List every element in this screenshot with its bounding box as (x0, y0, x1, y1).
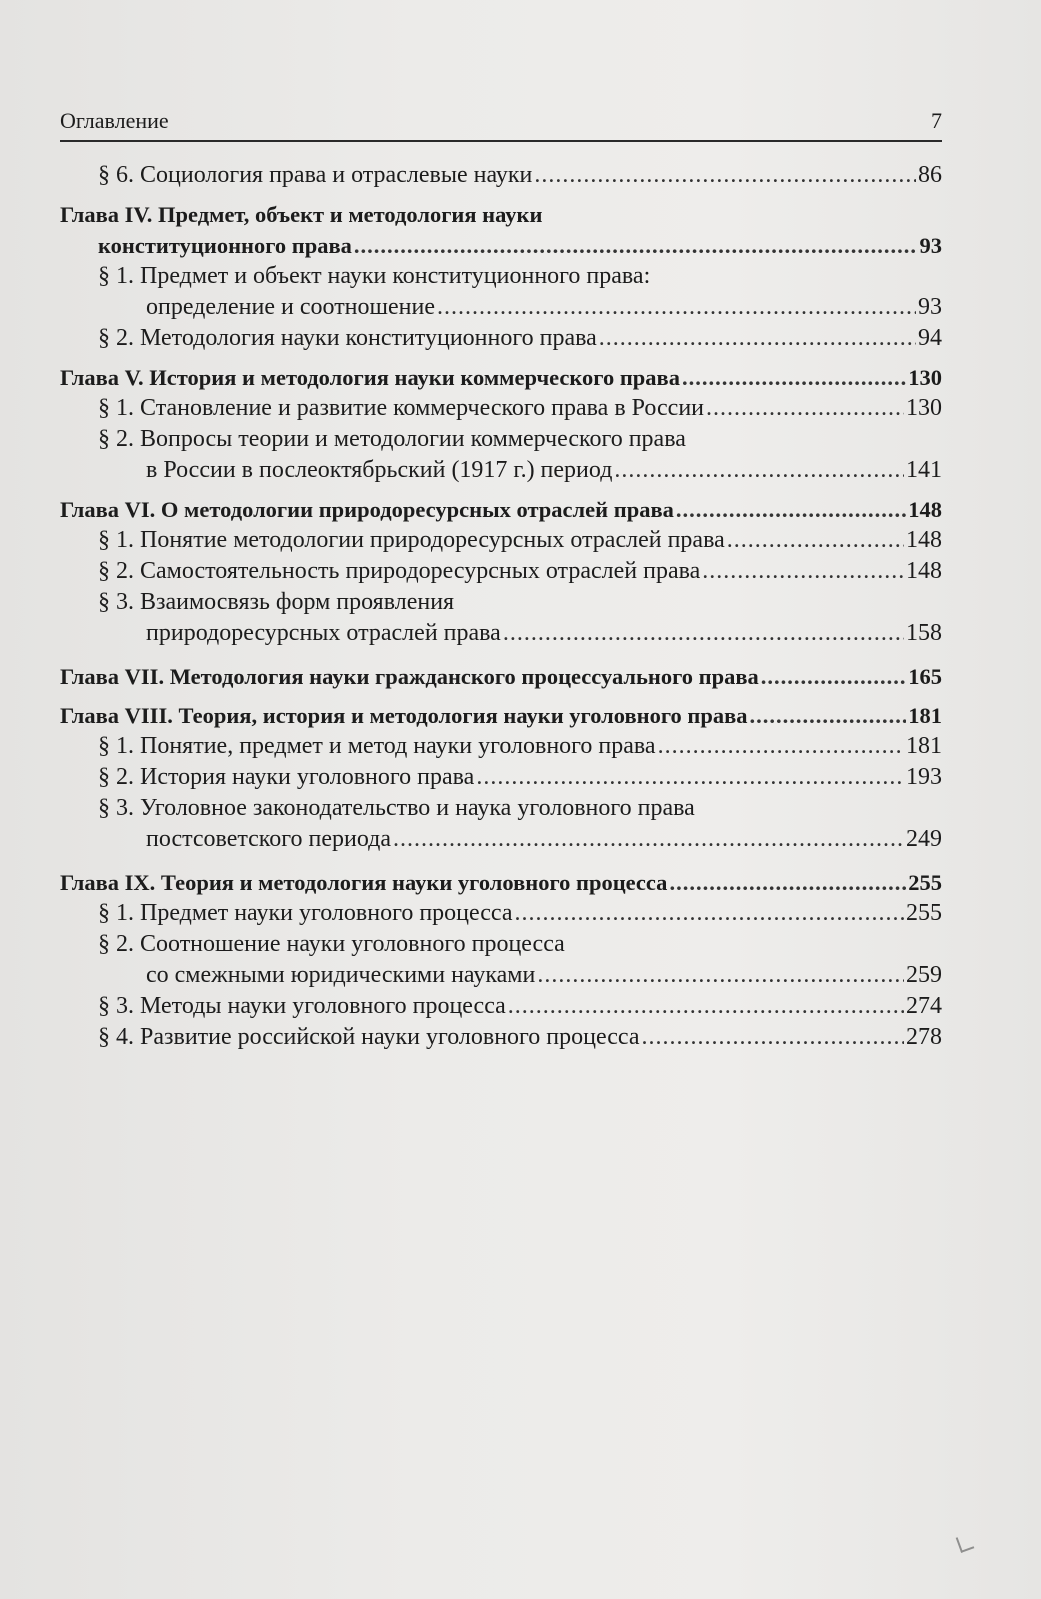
toc-entry-title: Глава V. История и методология науки коммерческого права (60, 365, 680, 390)
toc-page-number: 249 (906, 826, 942, 852)
toc-page-number: 158 (906, 620, 942, 646)
toc-entry-title: конституционного права (98, 233, 352, 258)
toc-page-number: 141 (906, 457, 942, 483)
toc-dot-leader (503, 618, 904, 649)
toc-section-entry[interactable] (60, 929, 942, 991)
toc-page-number: 130 (906, 395, 942, 421)
toc-dot-leader (354, 230, 918, 261)
toc-page-number: 255 (906, 900, 942, 926)
toc-page-number: 86 (918, 162, 942, 188)
toc-dot-leader (437, 292, 916, 323)
toc-dot-leader (515, 898, 904, 929)
toc-entry-title: § 3. Методы науки уголовного процесса (98, 993, 506, 1019)
toc-dot-leader (393, 824, 904, 855)
toc-page-number: 193 (906, 764, 942, 790)
toc-section-entry[interactable] (60, 1022, 942, 1053)
toc-entry-title: Глава VI. О методологии природоресурсных отраслей права (60, 497, 674, 522)
toc-page-number: 181 (906, 733, 942, 759)
toc-chapter-entry[interactable] (60, 700, 942, 731)
toc-dot-leader (537, 960, 904, 991)
toc-section-entry[interactable] (60, 556, 942, 587)
toc-section-entry[interactable] (60, 525, 942, 556)
toc-section-entry[interactable] (60, 424, 942, 486)
toc-entry-title: § 4. Развитие российской науки уголовного процесса (98, 1024, 640, 1050)
toc-page-number: 93 (919, 233, 942, 258)
toc-page-number: 93 (918, 294, 942, 320)
toc-page-number: 148 (908, 497, 942, 522)
table-of-contents (60, 160, 942, 1053)
toc-entry-title: § 3. Взаимосвязь форм проявления (98, 589, 455, 615)
toc-entry-title: § 1. Предмет и объект науки конституционного права: (98, 263, 651, 289)
running-header (60, 108, 942, 142)
toc-chapter-entry[interactable] (60, 494, 942, 525)
toc-entry-title: § 1. Понятие, предмет и метод науки уголовного права (98, 733, 656, 759)
toc-dot-leader (727, 525, 904, 556)
toc-entry-title: § 1. Понятие методологии природоресурсных отраслей права (98, 527, 725, 553)
pencil-mark (956, 1533, 975, 1553)
toc-dot-leader (676, 494, 906, 525)
toc-entry-title: Глава VIII. Теория, история и методология науки уголовного права (60, 703, 748, 728)
toc-dot-leader (641, 1022, 904, 1053)
toc-entry-title: природоресурсных отраслей права (146, 620, 501, 646)
toc-dot-leader (599, 323, 916, 354)
toc-entry-title: § 2. Соотношение науки уголовного процесса (98, 931, 565, 957)
toc-page-number: 94 (918, 325, 942, 351)
toc-section-entry[interactable] (60, 323, 942, 354)
toc-page-number: 274 (906, 993, 942, 1019)
toc-section-entry[interactable] (60, 762, 942, 793)
toc-entry-title: § 1. Предмет науки уголовного процесса (98, 900, 513, 926)
toc-dot-leader (476, 762, 904, 793)
toc-entry-title: Глава IX. Теория и методология науки уголовного процесса (60, 870, 668, 895)
toc-chapter-entry[interactable] (60, 199, 942, 261)
toc-dot-leader (534, 160, 916, 191)
toc-dot-leader (761, 661, 906, 692)
toc-section-entry[interactable] (60, 587, 942, 649)
toc-page-number: 148 (906, 558, 942, 584)
toc-section-entry[interactable] (60, 393, 942, 424)
toc-chapter-entry[interactable] (60, 867, 942, 898)
toc-entry-title: § 6. Социология права и отраслевые науки (98, 162, 533, 188)
toc-entry-title: Глава IV. Предмет, объект и методология науки (60, 202, 543, 227)
toc-dot-leader (614, 455, 904, 486)
toc-page-number: 278 (906, 1024, 942, 1050)
toc-page-number: 255 (908, 870, 942, 895)
toc-entry-title: Глава VII. Методология науки гражданского процессуального права (60, 664, 759, 689)
toc-page-number: 148 (906, 527, 942, 553)
toc-section-entry[interactable] (60, 793, 942, 855)
toc-section-entry[interactable] (60, 731, 942, 762)
toc-page-number: 181 (908, 703, 942, 728)
toc-section-entry[interactable] (60, 991, 942, 1022)
toc-section-entry[interactable] (60, 898, 942, 929)
toc-entry-title: в России в послеоктябрьский (1917 г.) период (146, 457, 613, 483)
toc-dot-leader (749, 700, 906, 731)
toc-page-number: 259 (906, 962, 942, 988)
toc-page-number: 165 (908, 664, 942, 689)
toc-chapter-entry[interactable] (60, 362, 942, 393)
toc-entry-title: § 2. Вопросы теории и методологии коммерческого права (98, 426, 686, 452)
toc-dot-leader (658, 731, 904, 762)
page-number: 7 (931, 108, 942, 133)
toc-entry-title: со смежными юридическими науками (146, 962, 536, 988)
toc-dot-leader (508, 991, 904, 1022)
toc-entry-title: § 1. Становление и развитие коммерческого права в России (98, 395, 704, 421)
toc-entry-title: постсоветского периода (146, 826, 392, 852)
toc-page-number: 130 (908, 365, 942, 390)
toc-entry-title: § 2. Самостоятельность природоресурсных отраслей права (98, 558, 701, 584)
running-header-title: Оглавление (60, 108, 169, 133)
toc-chapter-entry[interactable] (60, 661, 942, 692)
toc-entry-title: § 2. История науки уголовного права (98, 764, 475, 790)
toc-entry-title: § 3. Уголовное законодательство и наука уголовного права (98, 795, 695, 821)
toc-section-entry[interactable] (60, 160, 942, 191)
toc-dot-leader (706, 393, 904, 424)
toc-entry-title: определение и соотношение (146, 294, 435, 320)
toc-dot-leader (682, 362, 906, 393)
toc-entry-title: § 2. Методология науки конституционного права (98, 325, 597, 351)
toc-section-entry[interactable] (60, 261, 942, 323)
toc-dot-leader (669, 867, 906, 898)
toc-dot-leader (702, 556, 904, 587)
